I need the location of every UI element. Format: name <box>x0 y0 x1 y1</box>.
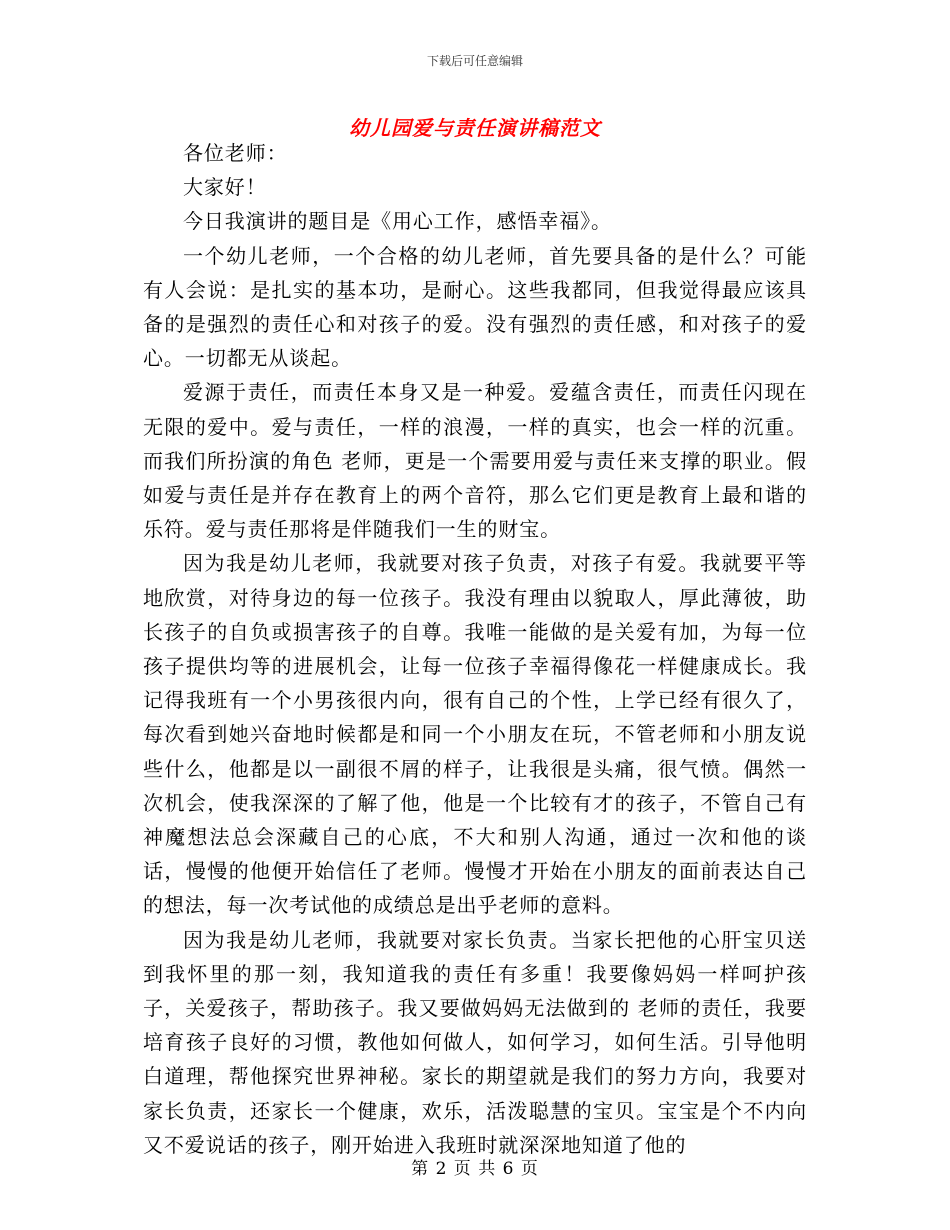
topic-intro-paragraph: 今日我演讲的题目是《用心工作，感悟幸福》。 <box>183 209 612 234</box>
salutation: 各位老师： <box>183 141 288 165</box>
body-paragraph-2: 爱源于责任，而责任本身又是一种爱。爱蕴含责任，而责任闪现在无限的爱中。爱与责任，一样的浪漫，一样的真实，也会一样的沉重。而我们所扮演的角色 老师，更是一个需要用爱与责任来支撑的职业。假如爱与责任是并存在教育上的两个音符，那么它们更是教育上最和谐的乐符。爱与责任那将是伴随我们一生的财宝。 <box>143 380 807 542</box>
body-paragraph-4: 因为我是幼儿老师，我就要对家长负责。当家长把他的心肝宝贝送到我怀里的那一刻，我知道我的责任有多重！我要像妈妈一样呵护孩子，关爱孩子，帮助孩子。我又要做妈妈无法做到的 老师的责任，我要培育孩子良好的习惯，教他如何做人，如何学习，如何生活。引导他明白道理，帮他探究世界神秘。家长的期望就是我们的努力方向，我要对家长负责，还家长一个健康，欢乐，活泼聪慧的宝贝。宝宝是个不内向又不爱说话的孩子，刚开始进入我班时就深深地知道了他的 <box>143 927 807 1157</box>
page-number-footer: 第 2 页 共 6 页 <box>411 1159 539 1179</box>
document-body <box>143 136 807 1162</box>
greeting: 大家好！ <box>183 175 267 200</box>
body-paragraph-3: 因为我是幼儿老师，我就要对孩子负责，对孩子有爱。我就要平等地欣赏，对待身边的每一位孩子。我没有理由以貌取人，厚此薄彼，助长孩子的自负或损害孩子的自尊。我唯一能做的是关爱有加，为每一位孩子提供均等的进展机会，让每一位孩子幸福得像花一样健康成长。我记得我班有一个小男孩很内向，很有自己的个性，上学已经有很久了，每次看到她兴奋地时候都是和同一个小朋友在玩，不管老师和小朋友说些什么，他都是以一副很不屑的样子，让我很是头痛，很气愤。偶然一次机会，使我深深的了解了他，他是一个比较有才的孩子，不管自己有神魔想法总会深藏自己的心底，不大和别人沟通，通过一次和他的谈话，慢慢的他便开始信任了老师。慢慢才开始在小朋友的面前表达自己的想法，每一次考试他的成绩总是出乎老师的意料。 <box>143 551 807 918</box>
document-title: 幼儿园爱与责任演讲稿范文 <box>349 116 601 140</box>
body-paragraph-1: 一个幼儿老师，一个合格的幼儿老师，首先要具备的是什么？可能有人会说：是扎实的基本功，是耐心。这些我都同，但我觉得最应该具备的是强烈的责任心和对孩子的爱。没有强烈的责任感，和对孩子的爱心。一切都无从谈起。 <box>143 243 807 371</box>
page-header: 下载后可任意编辑 <box>426 54 523 68</box>
